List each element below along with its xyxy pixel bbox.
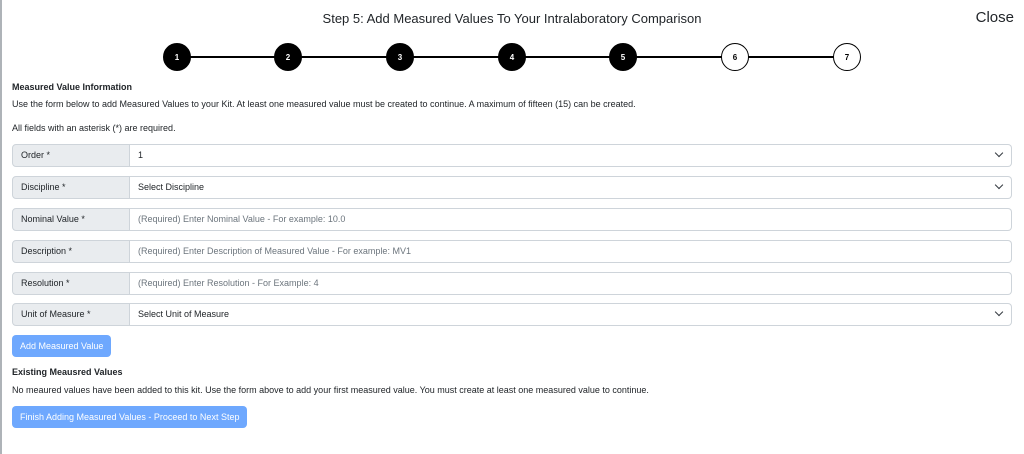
resolution-label: Resolution * [12,272,130,295]
modal-title: Step 5: Add Measured Values To Your Intralaboratory Comparison [322,11,702,26]
discipline-label: Discipline * [12,176,130,199]
required-note: All fields with an asterisk (*) are required. [12,123,176,133]
finish-button[interactable]: Finish Adding Measured Values - Proceed to Next Step [12,406,247,428]
step-6: 6 [721,43,749,71]
nominal-value-input[interactable]: (Required) Enter Nominal Value - For example: 10.0 [130,208,1012,231]
nominal-value-row [12,208,1012,231]
chevron-down-icon [995,181,1003,189]
order-value: 1 [138,150,144,160]
order-label: Order * [12,144,130,167]
window-edge [0,0,2,454]
existing-values-heading: Existing Meausred Values [12,367,123,377]
discipline-select[interactable] [130,176,1012,199]
step-5: 5 [609,43,637,71]
measured-value-info-heading: Measured Value Information [12,82,133,92]
step-4: 4 [498,43,526,71]
order-row [12,144,1012,167]
unit-of-measure-select[interactable] [130,303,1012,326]
resolution-row [12,272,1012,295]
description-row [12,240,1012,263]
step-3: 3 [386,43,414,71]
chevron-down-icon [995,149,1003,157]
add-measured-value-button[interactable]: Add Measured Value [12,335,111,357]
unit-of-measure-value: Select Unit of Measure [138,309,230,319]
unit-of-measure-label: Unit of Measure * [12,303,130,326]
discipline-row [12,176,1012,199]
step-2: 2 [274,43,302,71]
step-7: 7 [833,43,861,71]
description-input[interactable]: (Required) Enter Description of Measured Value - For example: MV1 [130,240,1012,263]
close-button[interactable]: Close [975,9,1014,26]
instructions-text: Use the form below to add Measured Values to your Kit. At least one measured value must be created to continue. A maximum of fifteen (15) can be created. [12,99,636,109]
existing-empty-message: No meaured values have been added to this kit. Use the form above to add your first measured value. You must create at least one measured value to continue. [12,385,649,395]
discipline-value: Select Discipline [138,182,205,192]
nominal-value-label: Nominal Value * [12,208,130,231]
order-select[interactable] [130,144,1012,167]
unit-of-measure-row [12,303,1012,326]
chevron-down-icon [995,308,1003,316]
resolution-input[interactable]: (Required) Enter Resolution - For Example: 4 [130,272,1012,295]
step-1: 1 [163,43,191,71]
stepper [163,43,862,71]
description-label: Description * [12,240,130,263]
